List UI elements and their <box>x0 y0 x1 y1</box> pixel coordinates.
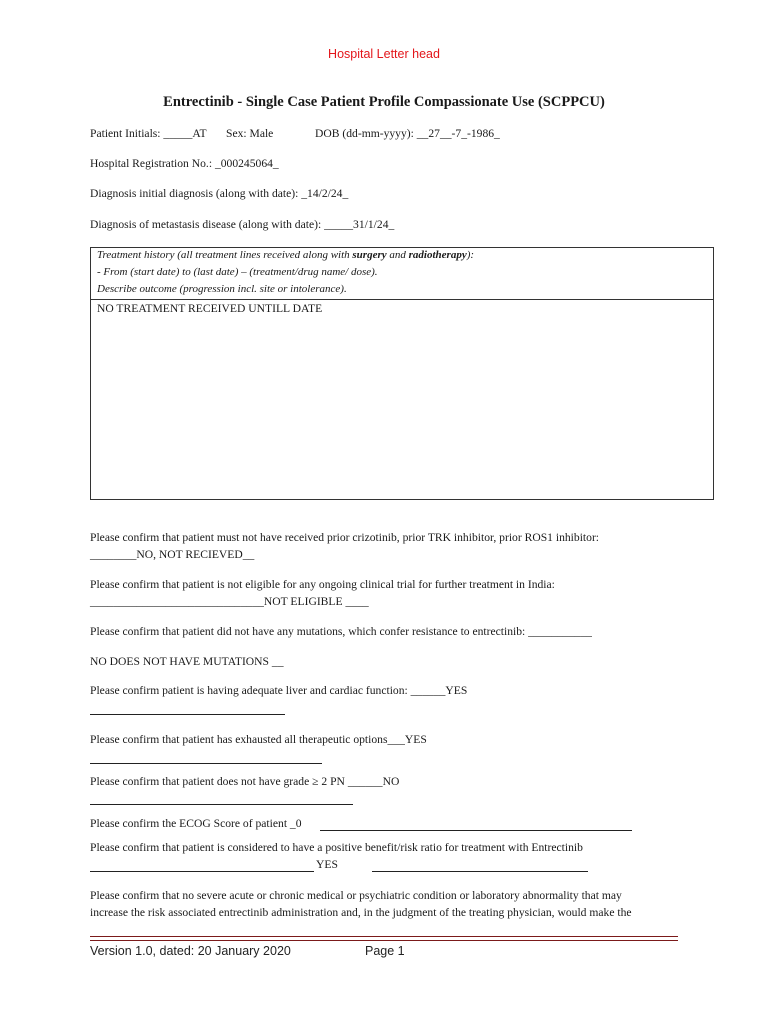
document-title: Entrectinib - Single Case Patient Profile Compassionate Use (SCPPCU) <box>163 94 605 110</box>
hospital-letterhead: Hospital Letter head <box>328 47 440 61</box>
footer-version: Version 1.0, dated: 20 January 2020 <box>90 944 291 958</box>
question-severe-condition-line-2: increase the risk associated entrectinib administration and, in the judgment of the treating physician, would make the <box>90 906 632 919</box>
patient-sex: Sex: Male <box>226 127 274 140</box>
treatment-instruction-line-3: Describe outcome (progression incl. site or intolerance). <box>97 283 347 295</box>
question-liver-cardiac: Please confirm patient is having adequate liver and cardiac function: ______YES <box>90 684 468 697</box>
question-clinical-trial: Please confirm that patient is not eligible for any ongoing clinical trial for further treatment in India: <box>90 578 555 591</box>
patient-dob: DOB (dd-mm-yyyy): __27__-7_-1986_ <box>315 127 500 140</box>
answer-mutations: NO DOES NOT HAVE MUTATIONS __ <box>90 655 284 668</box>
treatment-history-box <box>90 247 714 500</box>
hospital-registration: Hospital Registration No.: _000245064_ <box>90 157 279 170</box>
treatment-instruction-line-2: - From (start date) to (last date) – (treatment/drug name/ dose). <box>97 266 378 278</box>
question-prior-inhibitors: Please confirm that patient must not have received prior crizotinib, prior TRK inhibitor, prior ROS1 inhibitor: <box>90 531 600 544</box>
blank-line <box>90 804 353 805</box>
diagnosis-initial: Diagnosis initial diagnosis (along with date): _14/2/24_ <box>90 187 349 200</box>
footer-divider-bottom <box>90 940 678 941</box>
question-ecog-score: Please confirm the ECOG Score of patient _0 <box>90 817 302 830</box>
blank-line <box>90 714 285 715</box>
footer-page-number: Page 1 <box>365 944 405 958</box>
question-mutations: Please confirm that patient did not have any mutations, which confer resistance to entrectinib: ___________ <box>90 625 592 638</box>
answer-clinical-trial: ______________________________NOT ELIGIBLE ____ <box>90 595 369 608</box>
question-benefit-risk: Please confirm that patient is considered to have a positive benefit/risk ratio for treatment with Entrectinib <box>90 841 583 854</box>
diagnosis-metastasis: Diagnosis of metastasis disease (along with date): _____31/1/24_ <box>90 218 395 231</box>
question-severe-condition-line-1: Please confirm that no severe acute or chronic medical or psychiatric condition or laboratory abnormality that may <box>90 889 622 902</box>
blank-line <box>320 830 632 831</box>
question-therapeutic-options: Please confirm that patient has exhausted all therapeutic options___YES <box>90 733 427 746</box>
answer-benefit-risk: YES <box>316 858 338 871</box>
treatment-history-instructions <box>91 248 713 300</box>
answer-prior-inhibitors: ________NO, NOT RECIEVED__ <box>90 548 255 561</box>
blank-line <box>372 871 588 872</box>
treatment-instruction-line-1: Treatment history (all treatment lines received along with surgery and radiotherapy): <box>97 249 475 261</box>
blank-line <box>90 763 322 764</box>
patient-initials: Patient Initials: _____AT <box>90 127 207 140</box>
blank-line <box>90 871 314 872</box>
question-grade-pn: Please confirm that patient does not have grade ≥ 2 PN ______NO <box>90 775 400 788</box>
footer-divider-top <box>90 936 678 937</box>
treatment-history-answer: NO TREATMENT RECEIVED UNTILL DATE <box>97 302 323 315</box>
